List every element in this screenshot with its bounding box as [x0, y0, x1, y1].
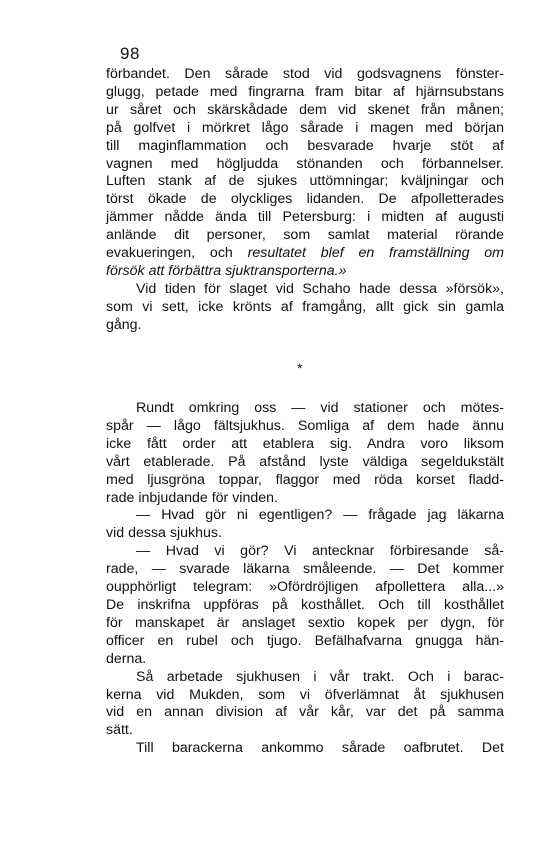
- text-line: som vi sett, icke krönts af framgång, allt gick sin gamla: [106, 298, 504, 315]
- italic-phrase: resultatet blef en framställning om: [247, 245, 504, 262]
- text-line: gång.: [106, 316, 142, 333]
- text-line: De inskrifna uppföras på kosthållet. Och till kosthållet: [106, 596, 504, 613]
- text-line: Så arbetade sjukhusen i vår trakt. Och i barac-: [136, 668, 504, 685]
- text-line: Vid tiden för slaget vid Schaho hade dessa »försök»,: [136, 280, 504, 297]
- text-line: officer en rubel och tjugo. Befälhafvarna gnugga hän-: [106, 632, 504, 649]
- text-line: Till barackerna ankommo sårade oafbrutet. Det: [136, 740, 504, 757]
- section-separator: *: [297, 360, 303, 376]
- text-line: spår — lågo fältsjukhus. Somliga af dem hade ännu: [106, 417, 504, 434]
- text-line: till maginflammation och besvarade hvarje stöt af: [106, 137, 504, 154]
- text-line: med ljusgröna toppar, flaggor med röda korset fladd-: [106, 471, 504, 488]
- text-line: ur såret och skärskådade dem vid skenet från månen;: [106, 101, 504, 118]
- text-line: törst ökade de olyckliges lidanden. De afpolletterades: [106, 191, 504, 208]
- paragraph-block-2: [106, 400, 504, 758]
- italic-line: [106, 263, 504, 281]
- text-line: Rundt omkring oss — vid stationer och mötes-: [136, 400, 504, 416]
- italic-phrase-end: försök att förbättra sjuktransporterna.»: [106, 262, 347, 279]
- text-fragment: evakueringen, och: [106, 245, 233, 262]
- text-line: vid dessa sjukhus.: [106, 525, 222, 542]
- text-line: rade, — svarade läkarna småleende. — Det kommer: [106, 561, 504, 578]
- text-line: Luften stank af de sjukes uttömningar; kväljningar och: [106, 173, 504, 190]
- text-line: anlände dit personer, som samlat material rörande: [106, 227, 504, 244]
- page-number: 98: [120, 44, 140, 63]
- text-line: på golfvet i mörkret lågo sårade i magen med början: [106, 119, 504, 136]
- text-line: glugg, petade med fingrarna fram bitar af hjärnsubstans: [106, 83, 504, 100]
- text-line: jämmer nådde ända till Petersburg: i midten af augusti: [106, 209, 504, 226]
- text-line-with-italic: [106, 245, 504, 263]
- text-line: — Hvad vi gör? Vi antecknar förbiresande så-: [136, 543, 504, 560]
- text-line: för manskapet är anslaget sextio kopek per dygn, för: [106, 614, 504, 631]
- text-line: sätt.: [106, 722, 133, 739]
- text-line: rade inbjudande för vinden.: [106, 489, 278, 506]
- text-line: kerna vid Mukden, som vi öfverlämnat åt sjukhusen: [106, 686, 504, 703]
- text-line: icke fått order att etablera sig. Andra voro liksom: [106, 435, 504, 452]
- text-line: derna.: [106, 650, 147, 667]
- text-line: oupphörligt telegram: »Ofördröjligen afpollettera alla...»: [106, 579, 504, 596]
- text-line: vårt etablerade. På afstånd lyste väldiga segeldukstält: [106, 453, 504, 470]
- paragraph-block-1: [106, 66, 504, 335]
- text-line: vid en annan division af vår kår, var det på samma: [106, 704, 504, 721]
- text-line: — Hvad gör ni egentligen? — frågade jag läkarna: [136, 507, 504, 524]
- text-line: förbandet. Den sårade stod vid godsvagnens fönster-: [106, 66, 504, 82]
- text-line: vagnen med högljudda stönanden och förbannelser.: [106, 155, 504, 172]
